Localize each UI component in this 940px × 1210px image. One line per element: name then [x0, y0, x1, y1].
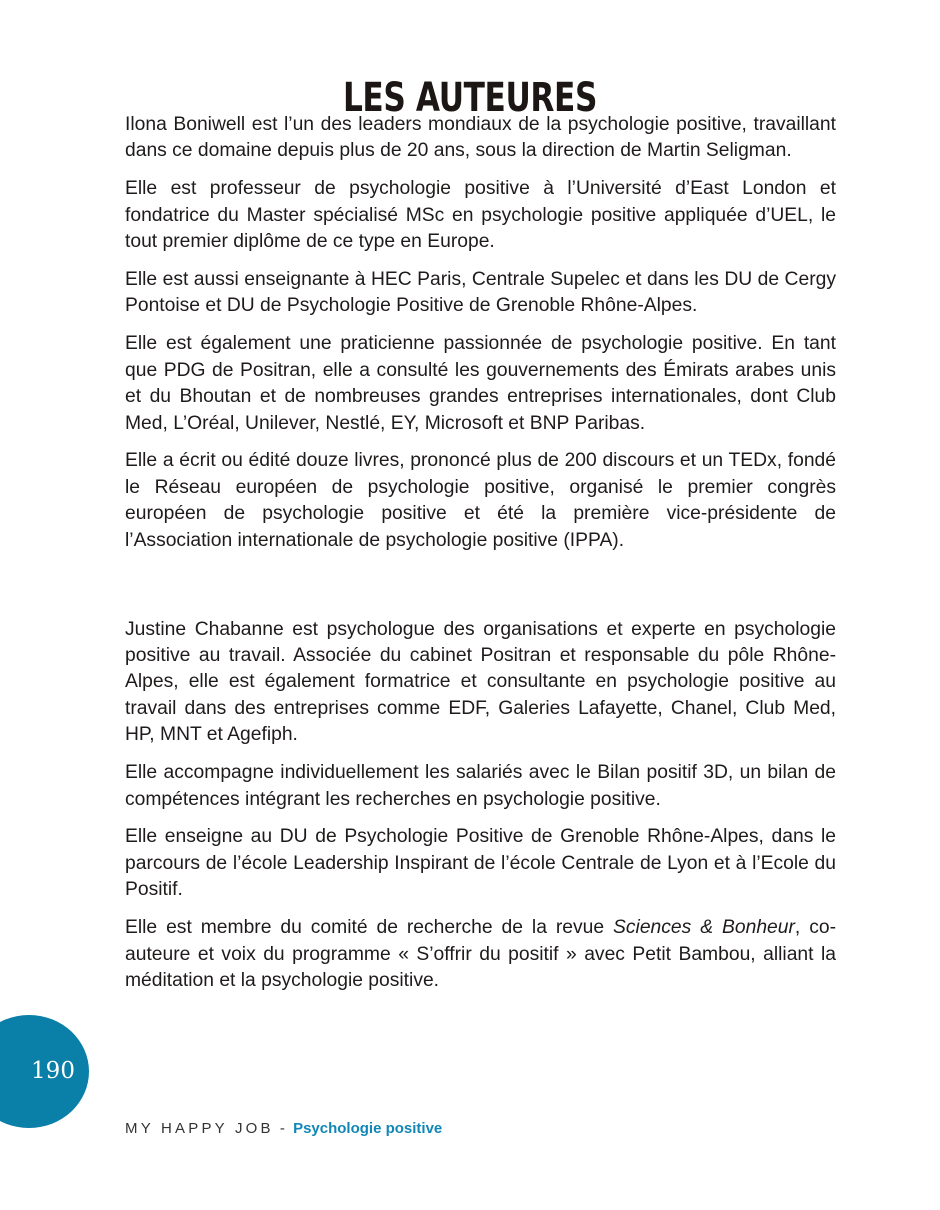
- journal-title: Sciences & Bonheur: [613, 917, 795, 939]
- bio-paragraph: Elle est aussi enseignante à HEC Paris, Centrale Supelec et dans les DU de Cergy Pontoise et DU de Psychologie Positive de Grenoble Rhône-Alpes.: [125, 269, 836, 317]
- bio-paragraph: Elle enseigne au DU de Psychologie Positive de Grenoble Rhône-Alpes, dans le parcours de l’école Leadership Inspirant de l’école Centrale de Lyon et à l’Ecole du Positif.: [125, 826, 836, 901]
- footer-separator: -: [279, 1120, 285, 1137]
- running-footer: [125, 1120, 442, 1137]
- bio-text: , co-auteure et voix du programme « S’offrir du positif » avec Petit Bambou, alliant la méditation et la psychologie positive.: [125, 917, 836, 991]
- author-bio-justine-chabanne: [125, 617, 836, 995]
- page-title: LES AUTEURES: [342, 74, 598, 121]
- bio-paragraph: [125, 915, 836, 994]
- bio-paragraph: Justine Chabanne est psychologue des organisations et experte en psychologie positive au travail. Associée du cabinet Positran et responsable du pôle Rhône-Alpes, elle est également formatrice et consultante en psychologie positive au travail dans des entreprises comme EDF, Galeries Lafayette, Chanel, Club Med, HP, MNT et Agefiph.: [125, 618, 836, 746]
- bio-paragraph: Ilona Boniwell est l’un des leaders mondiaux de la psychologie positive, travaillant dans ce domaine depuis plus de 20 ans, sous la direction de Martin Seligman.: [125, 114, 836, 162]
- bio-paragraph: Elle est professeur de psychologie positive à l’Université d’East London et fondatrice du Master spécialisé MSc en psychologie positive appliquée d’UEL, le tout premier diplôme de ce type en Europe.: [125, 178, 836, 253]
- page-number: 190: [31, 1058, 75, 1084]
- bio-paragraph: Elle a écrit ou édité douze livres, prononcé plus de 200 discours et un TEDx, fondé le Réseau européen de psychologie positive, organisé le premier congrès européen de psychologie positive et été la première vice-présidente de l’Association internationale de psychologie positive (IPPA).: [125, 450, 836, 551]
- bio-paragraph: Elle est également une praticienne passionnée de psychologie positive. En tant que PDG de Positran, elle a consulté les gouvernements des Émirats arabes unis et du Bhoutan et de nombreuses grandes entreprises internationales, dont Club Med, L’Oréal, Unilever, Nestlé, EY, Microsoft et BNP Paribas.: [125, 333, 836, 434]
- author-bio-ilona-boniwell: [125, 112, 836, 554]
- series-name: Psychologie positive: [293, 1120, 443, 1137]
- section-spacer: [125, 566, 836, 617]
- bio-paragraph: Elle accompagne individuellement les salariés avec le Bilan positif 3D, un bilan de compétences intégrant les recherches en psychologie positive.: [125, 762, 836, 810]
- bio-text: Elle est membre du comité de recherche de la revue: [125, 917, 614, 939]
- main-content: [125, 112, 836, 1006]
- book-title: MY HAPPY JOB: [125, 1120, 274, 1137]
